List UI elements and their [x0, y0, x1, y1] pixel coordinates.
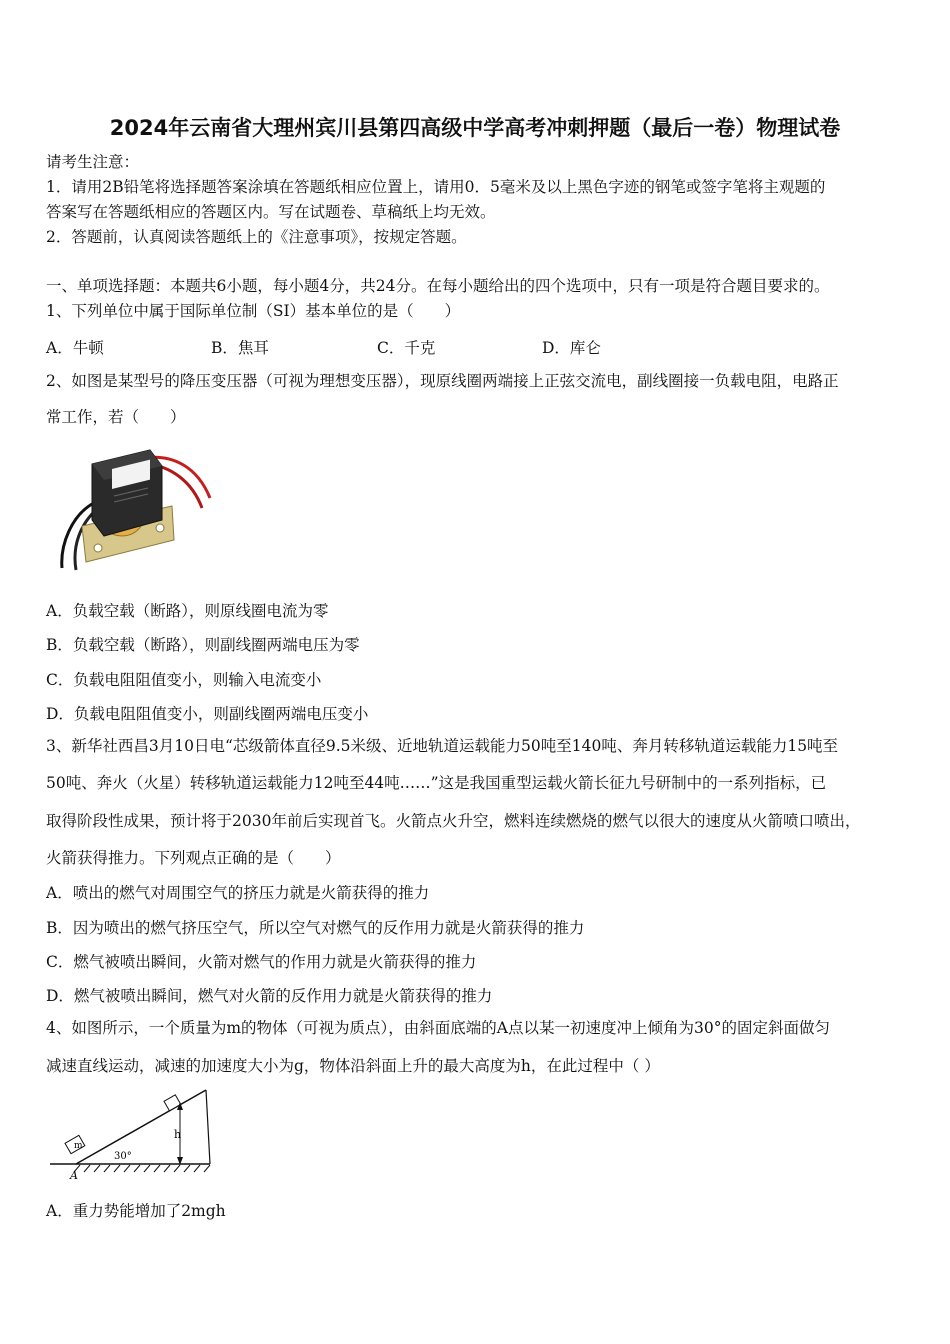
q2-option-b: B．负载空载（断路），则副线圈两端电压为零 — [46, 636, 360, 654]
q3-stem-b: 50吨、奔火（火星）转移轨道运载能力12吨至44吨……”这是我国重型运载火箭长征九号研制中的一系列指标，已 — [46, 774, 827, 792]
notice-line-1a: 1．请用2B铅笔将选择题答案涂填在答题纸相应位置上，请用0．5毫米及以上黑色字迹的钢笔或签字笔将主观题的 — [46, 178, 826, 196]
q3-stem-a: 3、新华社西昌3月10日电“芯级箭体直径9.5米级、近地轨道运载能力50吨至140吨、奔月转移轨道运载能力15吨至 — [46, 737, 839, 755]
q4-stem-a: 4、如图所示，一个质量为m的物体（可视为质点），由斜面底端的A点以某一初速度冲上倾角为30°的固定斜面做匀 — [46, 1019, 830, 1037]
q1-stem: 1、下列单位中属于国际单位制（SI）基本单位的是（ ） — [46, 302, 461, 320]
section-heading: 一、单项选择题：本题共6小题，每小题4分，共24分。在每小题给出的四个选项中，只有一项是符合题目要求的。 — [46, 277, 830, 295]
notice-line-1b: 答案写在答题纸相应的答题区内。写在试题卷、草稿纸上均无效。 — [46, 203, 496, 221]
q4-option-a: A．重力势能增加了2mgh — [46, 1202, 226, 1220]
q2-option-a: A．负载空载（断路），则原线圈电流为零 — [46, 602, 329, 620]
q3-stem-c: 取得阶段性成果，预计将于2030年前后实现首飞。火箭点火升空，燃料连续燃烧的燃气以很大的速度从火箭喷口喷出， — [46, 812, 861, 830]
q1-option-a: A．牛顿 — [46, 339, 104, 357]
q2-stem-a: 2、如图是某型号的降压变压器（可视为理想变压器），现原线圈两端接上正弦交流电，副线圈接一负载电阻，电路正 — [46, 372, 839, 390]
q3-option-d: D．燃气被喷出瞬间，燃气对火箭的反作用力就是火箭获得的推力 — [46, 987, 493, 1005]
q3-option-a: A．喷出的燃气对周围空气的挤压力就是火箭获得的推力 — [46, 884, 430, 902]
q3-option-b: B．因为喷出的燃气挤压空气，所以空气对燃气的反作用力就是火箭获得的推力 — [46, 919, 585, 937]
page-title: 2024年云南省大理州宾川县第四高级中学高考冲刺押题（最后一卷）物理试卷 — [109, 116, 841, 140]
q1-option-b: B．焦耳 — [211, 339, 269, 357]
height-label: h — [174, 1128, 182, 1141]
q4-stem-b: 减速直线运动，减速的加速度大小为g，物体沿斜面上升的最大高度为h，在此过程中（ ） — [46, 1057, 660, 1075]
q2-stem-b: 常工作，若（ ） — [46, 408, 186, 426]
q1-option-c: C．千克 — [377, 339, 436, 357]
q2-option-c: C．负载电阻阻值变小，则输入电流变小 — [46, 671, 322, 689]
incline-diagram — [46, 1086, 218, 1182]
notice-heading: 请考生注意： — [46, 153, 140, 171]
q2-option-d: D．负载电阻阻值变小，则副线圈两端电压变小 — [46, 705, 369, 723]
transformer-image — [52, 436, 222, 574]
notice-line-2: 2．答题前，认真阅读答题纸上的《注意事项》，按规定答题。 — [46, 228, 467, 246]
q3-stem-d: 火箭获得推力。下列观点正确的是（ ） — [46, 849, 341, 867]
point-a-label: A — [70, 1169, 78, 1182]
q1-option-d: D．库仑 — [542, 339, 601, 357]
q3-option-c: C．燃气被喷出瞬间，火箭对燃气的作用力就是火箭获得的推力 — [46, 953, 477, 971]
angle-label: 30° — [114, 1151, 132, 1162]
mass-label: m — [74, 1141, 83, 1151]
